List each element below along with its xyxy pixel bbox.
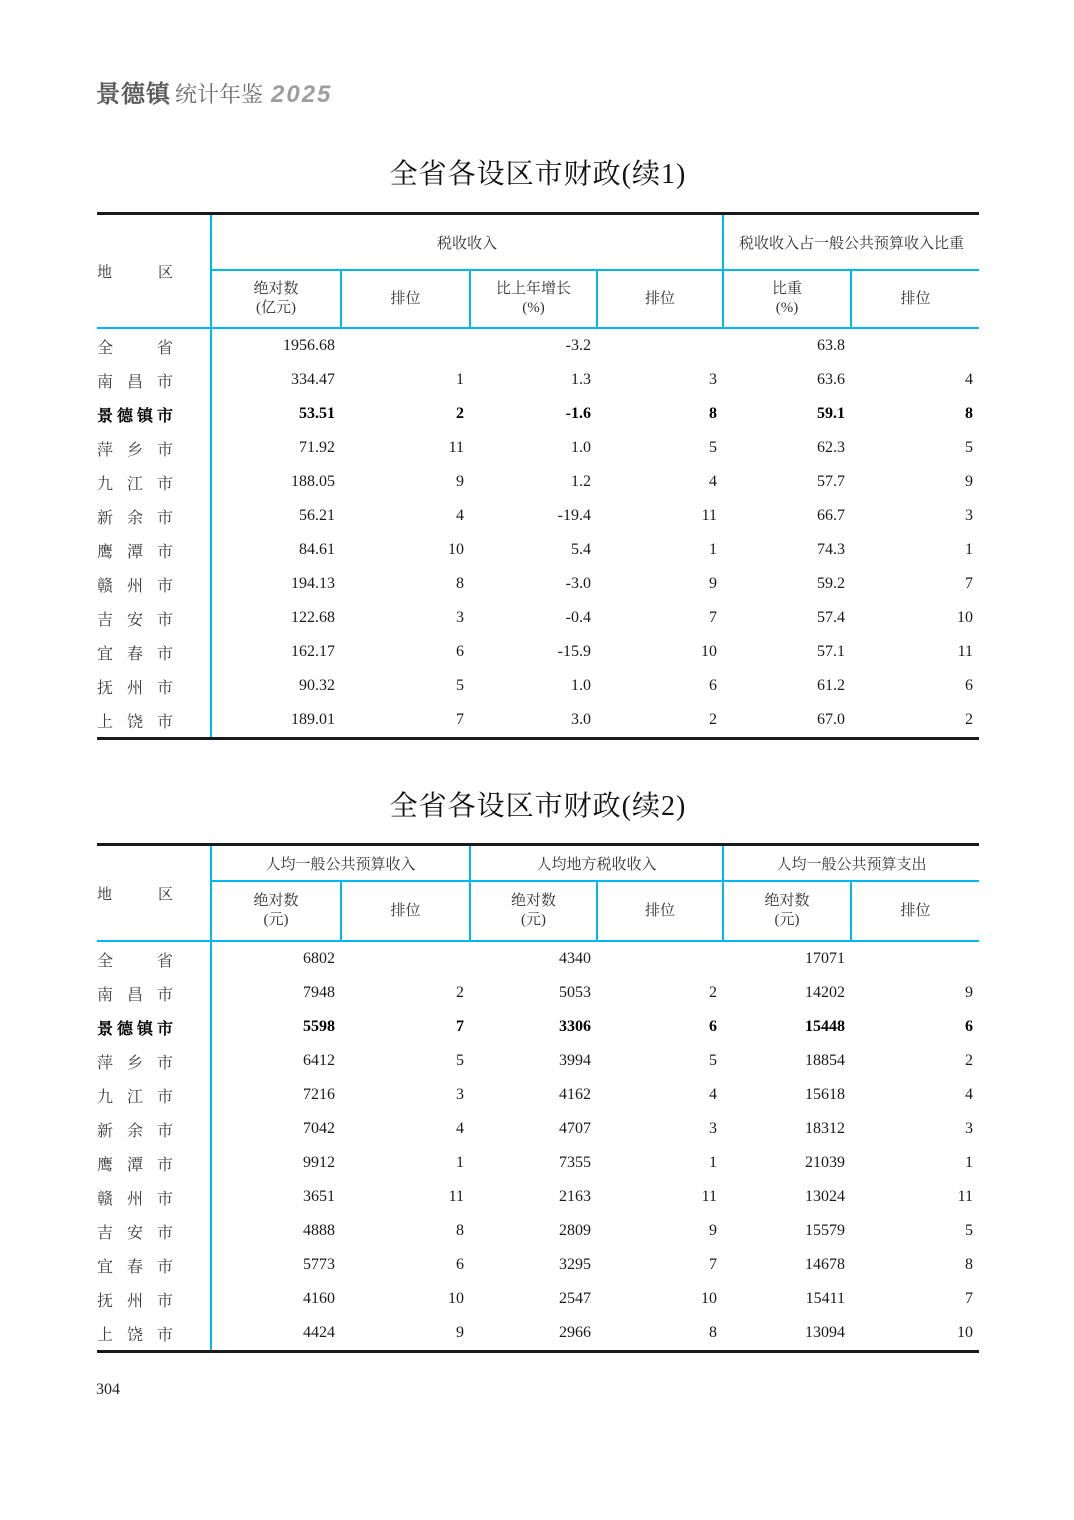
value-cell: 10 — [701, 1290, 718, 1307]
table-row — [97, 499, 979, 533]
region-header-label: 地区 — [97, 886, 173, 903]
value-cell: 7042 — [303, 1120, 335, 1137]
table-row — [97, 669, 979, 703]
region-cell — [97, 1248, 211, 1282]
value-cell: 6412 — [303, 1052, 335, 1069]
table-row — [97, 363, 979, 397]
value-cell: 1.2 — [571, 473, 591, 490]
value-cell: 14678 — [805, 1256, 846, 1273]
table-row — [97, 1180, 979, 1214]
value-cell: 66.7 — [817, 507, 846, 524]
value-cell: 1 — [709, 541, 718, 558]
value-cell: 8 — [965, 405, 974, 422]
table2-col-absolute2: 绝对数 (元) — [470, 881, 597, 941]
region-cell — [97, 1010, 211, 1044]
table1-region-header — [97, 214, 211, 329]
value-cell: 4340 — [559, 950, 592, 967]
value-cell: 21039 — [805, 1154, 846, 1171]
value-cell: 10 — [957, 609, 974, 626]
value-cell: 15618 — [805, 1086, 846, 1103]
value-cell: 1956.68 — [283, 337, 335, 354]
region-name: 宜春市 — [97, 1258, 173, 1276]
value-cell: 7 — [965, 575, 974, 592]
value-cell — [597, 328, 723, 363]
table-row — [97, 1010, 979, 1044]
value-cell: 9912 — [303, 1154, 335, 1171]
value-cell: 4162 — [559, 1086, 592, 1103]
value-cell: 4160 — [303, 1290, 335, 1307]
value-cell: 84.61 — [299, 541, 335, 558]
value-cell: 2 — [965, 1052, 974, 1069]
value-cell: 10 — [701, 643, 718, 660]
table1-provincial-fiscal-cont1 — [97, 212, 979, 740]
value-cell: 57.7 — [817, 473, 846, 490]
value-cell: 4 — [456, 507, 464, 524]
value-cell: 2 — [456, 984, 465, 1001]
table2-provincial-fiscal-cont2 — [97, 843, 979, 1353]
region-name: 景德镇市 — [97, 1020, 173, 1038]
region-cell — [97, 431, 211, 465]
table1-col-rank2: 排位 — [597, 270, 723, 328]
value-cell: 6 — [965, 1018, 974, 1035]
value-cell: 9 — [965, 473, 974, 490]
value-cell: 4888 — [303, 1222, 335, 1239]
value-cell: 5 — [456, 677, 464, 694]
value-cell — [851, 941, 979, 976]
value-cell: 8 — [709, 405, 718, 422]
region-name: 抚州市 — [97, 679, 173, 697]
table-row — [97, 635, 979, 669]
value-cell — [341, 328, 470, 363]
table-row — [97, 601, 979, 635]
table-row — [97, 976, 979, 1010]
value-cell: 8 — [456, 1222, 465, 1239]
value-cell: 61.2 — [817, 677, 846, 694]
region-cell — [97, 397, 211, 431]
value-cell: 3 — [456, 609, 464, 626]
region-cell — [97, 1282, 211, 1316]
value-cell: 13024 — [805, 1188, 846, 1205]
value-cell: 1 — [965, 1154, 974, 1171]
logo-year: 2025 — [271, 81, 333, 108]
value-cell: 90.32 — [299, 677, 335, 694]
value-cell: 3306 — [559, 1018, 592, 1035]
table-row — [97, 1146, 979, 1180]
region-cell — [97, 1078, 211, 1112]
value-cell: 2966 — [559, 1324, 592, 1341]
region-header-label: 地区 — [97, 264, 173, 281]
region-cell — [97, 567, 211, 601]
region-name: 上饶市 — [97, 713, 173, 731]
value-cell: 2809 — [559, 1222, 592, 1239]
value-cell: 334.47 — [291, 371, 335, 388]
table1-body — [97, 328, 979, 739]
table1-group-tax-share: 税收收入占一般公共预算收入比重 — [723, 214, 979, 271]
value-cell: 5773 — [303, 1256, 335, 1273]
table1-sub-header-row — [97, 270, 979, 328]
region-cell — [97, 703, 211, 739]
value-cell: 14202 — [805, 984, 846, 1001]
value-cell: 62.3 — [817, 439, 846, 456]
region-cell — [97, 499, 211, 533]
region-cell — [97, 669, 211, 703]
value-cell: 9 — [456, 1324, 465, 1341]
value-cell: 18312 — [805, 1120, 846, 1137]
value-cell: 3 — [965, 507, 974, 524]
table2-col-rank3: 排位 — [851, 881, 979, 941]
value-cell: 7 — [456, 711, 464, 728]
region-cell — [97, 1180, 211, 1214]
value-cell: 10 — [448, 1290, 465, 1307]
table1-col-rank3: 排位 — [851, 270, 979, 328]
value-cell — [851, 328, 979, 363]
value-cell: 1.0 — [571, 677, 591, 694]
value-cell: 3651 — [303, 1188, 335, 1205]
region-name: 全省 — [97, 339, 173, 357]
region-cell — [97, 1214, 211, 1248]
region-cell — [97, 465, 211, 499]
region-name: 赣州市 — [97, 1190, 173, 1208]
table-row — [97, 533, 979, 567]
table2-col-absolute3: 绝对数 (元) — [723, 881, 851, 941]
region-name: 鹰潭市 — [97, 1156, 173, 1174]
value-cell: 3.0 — [571, 711, 591, 728]
value-cell: 11 — [701, 1188, 718, 1205]
value-cell: 7 — [709, 1256, 718, 1273]
region-name: 萍乡市 — [97, 441, 173, 459]
value-cell: 1.3 — [571, 371, 591, 388]
value-cell: 4 — [709, 473, 718, 490]
region-cell — [97, 1044, 211, 1078]
value-cell: 7948 — [303, 984, 335, 1001]
value-cell: 122.68 — [291, 609, 335, 626]
table1-col-absolute: 绝对数 (亿元) — [211, 270, 341, 328]
value-cell: 57.1 — [817, 643, 846, 660]
value-cell: 6 — [709, 1018, 718, 1035]
table1-col-rank1: 排位 — [341, 270, 470, 328]
value-cell: 1 — [709, 1154, 718, 1171]
value-cell: 53.51 — [299, 405, 335, 422]
value-cell: 5 — [709, 439, 718, 456]
region-name: 吉安市 — [97, 1224, 173, 1242]
value-cell: 6 — [709, 677, 718, 694]
value-cell: 10 — [957, 1324, 974, 1341]
value-cell: -19.4 — [557, 507, 591, 524]
region-cell — [97, 1146, 211, 1180]
page-number: 304 — [96, 1381, 120, 1398]
value-cell: 3 — [709, 371, 718, 388]
value-cell: 188.05 — [291, 473, 335, 490]
region-name: 萍乡市 — [97, 1054, 173, 1072]
region-cell — [97, 976, 211, 1010]
value-cell: 74.3 — [817, 541, 846, 558]
value-cell: 15579 — [805, 1222, 846, 1239]
value-cell: 71.92 — [299, 439, 335, 456]
value-cell: 1 — [456, 1154, 465, 1171]
value-cell: 7 — [965, 1290, 974, 1307]
value-cell: 6 — [456, 643, 464, 660]
value-cell: 67.0 — [817, 711, 846, 728]
value-cell: 3 — [709, 1120, 718, 1137]
value-cell: 4707 — [559, 1120, 592, 1137]
table-row — [97, 1112, 979, 1146]
table2-col-absolute1: 绝对数 (元) — [211, 881, 341, 941]
value-cell: 5 — [456, 1052, 465, 1069]
value-cell: 3 — [965, 1120, 974, 1137]
value-cell: 194.13 — [291, 575, 335, 592]
table-row — [97, 328, 979, 363]
region-name: 鹰潭市 — [97, 543, 173, 561]
table-row — [97, 1248, 979, 1282]
region-name: 赣州市 — [97, 577, 173, 595]
region-cell — [97, 328, 211, 363]
value-cell: 1 — [456, 371, 464, 388]
value-cell: 4 — [709, 1086, 718, 1103]
table2-col-rank1: 排位 — [341, 881, 470, 941]
region-cell — [97, 1316, 211, 1352]
value-cell: 56.21 — [299, 507, 335, 524]
region-cell — [97, 941, 211, 976]
table-row — [97, 1316, 979, 1352]
value-cell: 7 — [456, 1018, 465, 1035]
value-cell: 2 — [709, 984, 718, 1001]
value-cell: 11 — [448, 1188, 465, 1205]
region-cell — [97, 1112, 211, 1146]
table-row — [97, 703, 979, 739]
value-cell: 9 — [709, 1222, 718, 1239]
table-row — [97, 1044, 979, 1078]
value-cell: 63.6 — [817, 371, 846, 388]
value-cell: 63.8 — [817, 337, 846, 354]
value-cell: 4 — [965, 371, 974, 388]
value-cell: 6 — [456, 1256, 465, 1273]
value-cell: 11 — [448, 439, 464, 456]
region-name: 九江市 — [97, 1088, 173, 1106]
value-cell: 3295 — [559, 1256, 592, 1273]
table2-region-header — [97, 845, 211, 942]
table-row — [97, 567, 979, 601]
region-name: 抚州市 — [97, 1292, 173, 1310]
value-cell: 5 — [965, 1222, 974, 1239]
table1-group-header-row — [97, 214, 979, 271]
table2-group-percap-tax-revenue: 人均地方税收收入 — [470, 845, 723, 882]
table1-col-growth: 比上年增长 (%) — [470, 270, 597, 328]
value-cell: 11 — [957, 1188, 974, 1205]
value-cell: 7216 — [303, 1086, 335, 1103]
table-row — [97, 1282, 979, 1316]
logo-city-name: 景德镇 — [96, 81, 171, 108]
value-cell: 2 — [965, 711, 974, 728]
region-name: 景德镇市 — [97, 407, 173, 425]
value-cell: 2 — [456, 405, 464, 422]
value-cell: -3.0 — [565, 575, 591, 592]
value-cell: 2163 — [559, 1188, 592, 1205]
value-cell: 4 — [456, 1120, 465, 1137]
region-name: 九江市 — [97, 475, 173, 493]
value-cell: 15448 — [805, 1018, 846, 1035]
value-cell: 59.1 — [817, 405, 846, 422]
yearbook-logo — [96, 74, 332, 109]
value-cell: 6802 — [303, 950, 335, 967]
value-cell: 59.2 — [817, 575, 846, 592]
value-cell: 8 — [965, 1256, 974, 1273]
table-row — [97, 941, 979, 976]
table1-title: 全省各设区市财政(续1) — [389, 159, 687, 190]
table-row — [97, 1214, 979, 1248]
table2-group-header-row — [97, 845, 979, 882]
table-row — [97, 397, 979, 431]
table-row — [97, 1078, 979, 1112]
value-cell: 4424 — [303, 1324, 335, 1341]
table-row — [97, 431, 979, 465]
value-cell: 57.4 — [817, 609, 846, 626]
region-name: 上饶市 — [97, 1326, 173, 1344]
table2-title: 全省各设区市财政(续2) — [389, 791, 687, 822]
value-cell: 5 — [709, 1052, 718, 1069]
value-cell: 5.4 — [571, 541, 591, 558]
region-name: 吉安市 — [97, 611, 173, 629]
value-cell: 189.01 — [291, 711, 335, 728]
value-cell: 9 — [965, 984, 974, 1001]
value-cell: 10 — [448, 541, 464, 558]
value-cell: 7 — [709, 609, 718, 626]
region-name: 南昌市 — [97, 373, 173, 391]
value-cell: 2 — [709, 711, 718, 728]
table2-body — [97, 941, 979, 1352]
value-cell: 1 — [965, 541, 974, 558]
value-cell: 7355 — [559, 1154, 592, 1171]
value-cell: -0.4 — [565, 609, 591, 626]
value-cell: 18854 — [805, 1052, 846, 1069]
value-cell: 5053 — [559, 984, 592, 1001]
value-cell: 5598 — [303, 1018, 335, 1035]
value-cell: 8 — [709, 1324, 718, 1341]
region-cell — [97, 363, 211, 397]
region-cell — [97, 635, 211, 669]
value-cell: 8 — [456, 575, 464, 592]
region-name: 新余市 — [97, 1122, 173, 1140]
table1-col-share: 比重 (%) — [723, 270, 851, 328]
table2-col-rank2: 排位 — [597, 881, 723, 941]
table2-sub-header-row — [97, 881, 979, 941]
value-cell: 4 — [965, 1086, 974, 1103]
region-name: 新余市 — [97, 509, 173, 527]
value-cell: -15.9 — [557, 643, 591, 660]
table-row — [97, 465, 979, 499]
value-cell: 2547 — [559, 1290, 592, 1307]
value-cell: 15411 — [805, 1290, 846, 1307]
table2-group-percap-budget-expenditure: 人均一般公共预算支出 — [723, 845, 979, 882]
value-cell: 11 — [701, 507, 718, 524]
value-cell: 1.0 — [571, 439, 591, 456]
value-cell: 162.17 — [291, 643, 335, 660]
region-cell — [97, 601, 211, 635]
region-name: 宜春市 — [97, 645, 173, 663]
value-cell — [597, 941, 723, 976]
value-cell: 9 — [709, 575, 718, 592]
value-cell: 13094 — [805, 1324, 846, 1341]
value-cell: 3994 — [559, 1052, 592, 1069]
logo-yearbook-label: 统计年鉴 — [175, 82, 264, 107]
region-cell — [97, 533, 211, 567]
table2-group-percap-budget-revenue: 人均一般公共预算收入 — [211, 845, 470, 882]
value-cell: 17071 — [805, 950, 846, 967]
region-name: 全省 — [97, 952, 173, 970]
value-cell: 9 — [456, 473, 464, 490]
table1-group-tax-revenue: 税收收入 — [211, 214, 723, 271]
value-cell — [341, 941, 470, 976]
value-cell: -3.2 — [565, 337, 591, 354]
value-cell: 5 — [965, 439, 974, 456]
value-cell: 6 — [965, 677, 974, 694]
value-cell: 11 — [957, 643, 974, 660]
region-name: 南昌市 — [97, 986, 173, 1004]
value-cell: 3 — [456, 1086, 465, 1103]
value-cell: -1.6 — [565, 405, 591, 422]
